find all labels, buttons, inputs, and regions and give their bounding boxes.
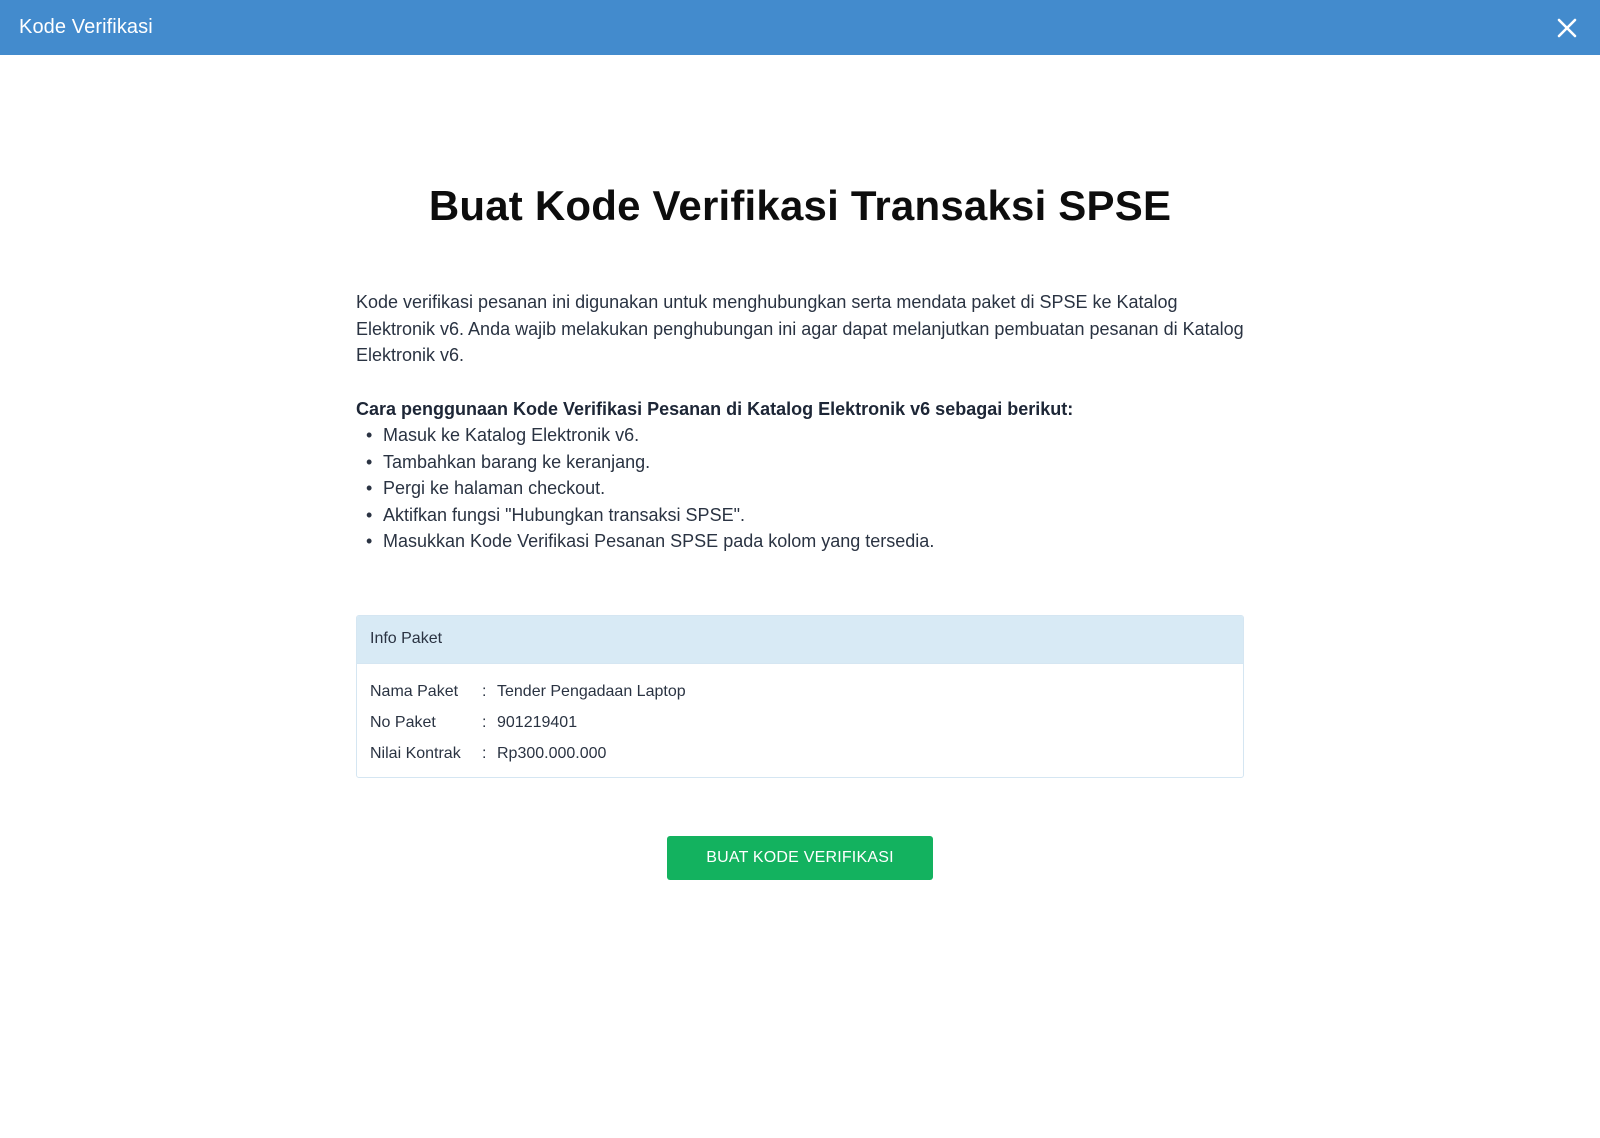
bullet-icon: •	[366, 531, 373, 551]
bullet-icon: •	[366, 504, 373, 525]
close-button[interactable]	[1552, 13, 1582, 43]
info-separator: :	[482, 744, 487, 762]
info-separator: :	[482, 682, 487, 700]
step-item	[356, 422, 1244, 449]
step-item	[356, 502, 1244, 529]
step-text: Masukkan Kode Verifikasi Pesanan SPSE pada kolom yang tersedia.	[383, 531, 935, 551]
info-value: Rp300.000.000	[497, 744, 607, 762]
steps-list	[356, 422, 1244, 555]
bullet-icon: •	[366, 478, 373, 498]
info-paket-body	[357, 664, 1243, 777]
intro-paragraph: Kode verifikasi pesanan ini digunakan untuk menghubungkan serta mendata paket di SPSE ke Katalog Elektronik v6. Anda wajib melakukan penghubungan ini agar dapat melanjutkan pembuatan pesanan di Katalog Elektronik v6.	[356, 292, 1244, 365]
howto-title: Cara penggunaan Kode Verifikasi Pesanan di Katalog Elektronik v6 sebagai berikut:	[356, 398, 1074, 419]
step-text: Pergi ke halaman checkout.	[383, 478, 606, 498]
bullet-icon: •	[366, 425, 373, 445]
step-item	[356, 449, 1244, 476]
info-value: 901219401	[497, 713, 578, 731]
info-separator: :	[482, 713, 487, 731]
info-paket-header: Info Paket	[357, 616, 1243, 664]
info-label: No Paket	[370, 713, 436, 731]
action-area	[356, 836, 1244, 880]
page-title: Buat Kode Verifikasi Transaksi SPSE	[428, 182, 1172, 229]
info-value: Tender Pengadaan Laptop	[497, 682, 686, 700]
modal-header	[0, 0, 1600, 55]
info-row-nilai-kontrak	[370, 738, 1230, 769]
info-row-nama-paket	[370, 676, 1230, 707]
close-icon	[1557, 18, 1577, 38]
step-item	[356, 528, 1244, 555]
step-text: Aktifkan fungsi "Hubungkan transaksi SPSE".	[383, 504, 745, 525]
step-text: Tambahkan barang ke keranjang.	[383, 451, 651, 472]
step-text: Masuk ke Katalog Elektronik v6.	[383, 425, 640, 445]
modal-title: Kode Verifikasi	[19, 16, 153, 38]
info-paket-card	[356, 615, 1244, 778]
modal-content	[356, 55, 1244, 880]
step-item	[356, 475, 1244, 502]
info-row-no-paket	[370, 707, 1230, 738]
bullet-icon: •	[366, 451, 373, 472]
info-label: Nilai Kontrak	[370, 744, 461, 762]
create-verification-code-button[interactable]: BUAT KODE VERIFIKASI	[667, 836, 933, 880]
info-label: Nama Paket	[370, 682, 459, 700]
